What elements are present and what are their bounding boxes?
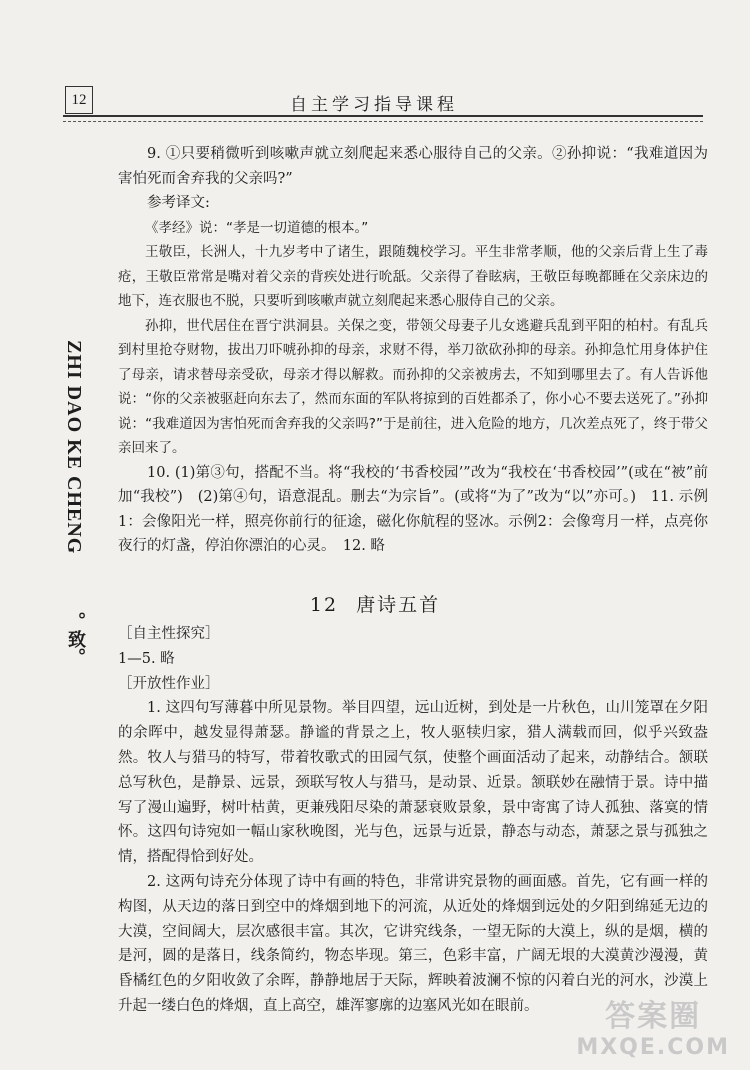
watermark-url: MXQE.COM — [576, 1035, 730, 1060]
reference-translation-label: 参考译文: — [147, 195, 210, 211]
translation-paragraph: 孙抑，世代居住在晋宁洪洞县。关保之变，带领父母妻子儿女逃避兵乱到平阳的柏村。有乱兵到村里抢夺财物，拔出刀吓唬孙抑的母亲，求财不得，举刀欲砍孙抑的母亲。孙抑急忙用身体护住了母亲，请求替母亲受砍，母亲才得以解救。而孙抑的父亲被虏去，不知到哪里去了。有人告诉他说：“你的父亲被驱赶向东去了，然而东面的军队将掠到的百姓都杀了，你小心不要去送死了。”孙抑说：“我难道因为害怕死而舍弃我的父亲吗?”于是前往，进入危险的地方，几次差点死了，终于带父亲回来了。 — [118, 317, 708, 456]
page-number: 12 — [65, 86, 93, 114]
lesson-heading — [0, 590, 750, 617]
watermark — [576, 991, 730, 1060]
translation-paragraph: 《孝经》说：“孝是一切道德的根本。” — [145, 219, 369, 236]
open-answer-1: 1. 这四句写薄暮中所见景物。举目四望，远山近树，到处是一片秋色，山川笼罩在夕阳的余晖中，越发显得萧瑟。静谧的背景之上，牧人驱犊归家，猎人满载而回，似乎兴致盎然。牧人与猎马的特写，带着牧歌式的田园气氛，使整个画面活动了起来，动静结合。颔联总写秋色，是静景、远景，颈联写牧人与猎马，是动景、近景。颔联妙在融情于景。诗中描写了漫山遍野，树叶枯黄，更兼残阳尽染的萧瑟衰败景象，景中寄寓了诗人孤独、落寞的情怀。这四句诗宛如一幅山家秋晚图，光与色，远景与近景，静态与动态，萧瑟之景与孤独之情，搭配得恰到好处。 — [118, 700, 708, 866]
section-heading: ［自主性探究］ — [118, 626, 220, 642]
answers-bottom-block — [118, 622, 708, 1019]
answers-top-block — [118, 142, 708, 559]
lesson-title: 唐诗五首 — [356, 594, 441, 616]
running-header-title: 自主学习指导课程 — [290, 95, 458, 115]
side-vertical-text: ZHI DAO KE CHENG — [63, 340, 85, 555]
section-heading: ［开放性作业］ — [118, 675, 220, 692]
answer-q9: 9. ①只要稍微听到咳嗽声就立刻爬起来悉心服待自己的父亲。②孙抑说：“我难道因为害怕死而舍弃我的父亲吗?” — [118, 146, 708, 187]
section-answer: 1—5. 略 — [118, 650, 175, 667]
answer-q10-12: 10. (1)第③句，搭配不当。将“我校的‘书香校园’”改为“我校在‘书香校园’”(或在“被”前加“我校”) (2)第④句，语意混乱。删去“为宗旨”。(或将“为了”改为“以”亦可。) 11. 示例1：会像阳光一样，照亮你前行的征途，磁化你航程的竖冰。示例2：会像弯月一样，点亮你夜行的灯盏，停泊你漂泊的心灵。 12. 略 — [118, 464, 708, 554]
watermark-logo-text: 答案圈 — [605, 999, 702, 1034]
open-answer-2: 2. 这两句诗充分体现了诗中有画的特色，非常讲究景物的画面感。首先，它有画一样的构图，从天边的落日到空中的烽烟到地下的河流，从近处的烽烟到远处的夕阳到绵延无边的大漠，空间阔大，层次感很丰富。其次，它讲究线条，一望无际的大漠上，纵的是烟，横的是河，圆的是落日，线条简约，物态毕现。第三，色彩丰富，广阔无垠的大漠黄沙漫漫，黄昏橘红色的夕阳收敛了余晖，静静地居于天际，辉映着波澜不惊的闪着白光的河水，沙漠上升起一缕白色的烽烟，直上高空，雄浑寥廓的边塞风光如在眼前。 — [118, 873, 708, 1014]
lesson-number: 12 — [309, 594, 339, 616]
header-rule — [63, 115, 703, 122]
translation-paragraph: 王敬臣，长洲人，十九岁考中了诸生，跟随魏校学习。平生非常孝顺，他的父亲后背上生了毒疮，王敬臣常常是嘴对着父亲的背疾处进行吮舐。父亲得了眷眩病，王敬臣每晚都睡在父亲床边的地下，连衣服也不脱，只要听到咳嗽声就立刻爬起来悉心服侍自己的父亲。 — [118, 244, 708, 309]
side-mark: 。致。 — [65, 612, 86, 666]
